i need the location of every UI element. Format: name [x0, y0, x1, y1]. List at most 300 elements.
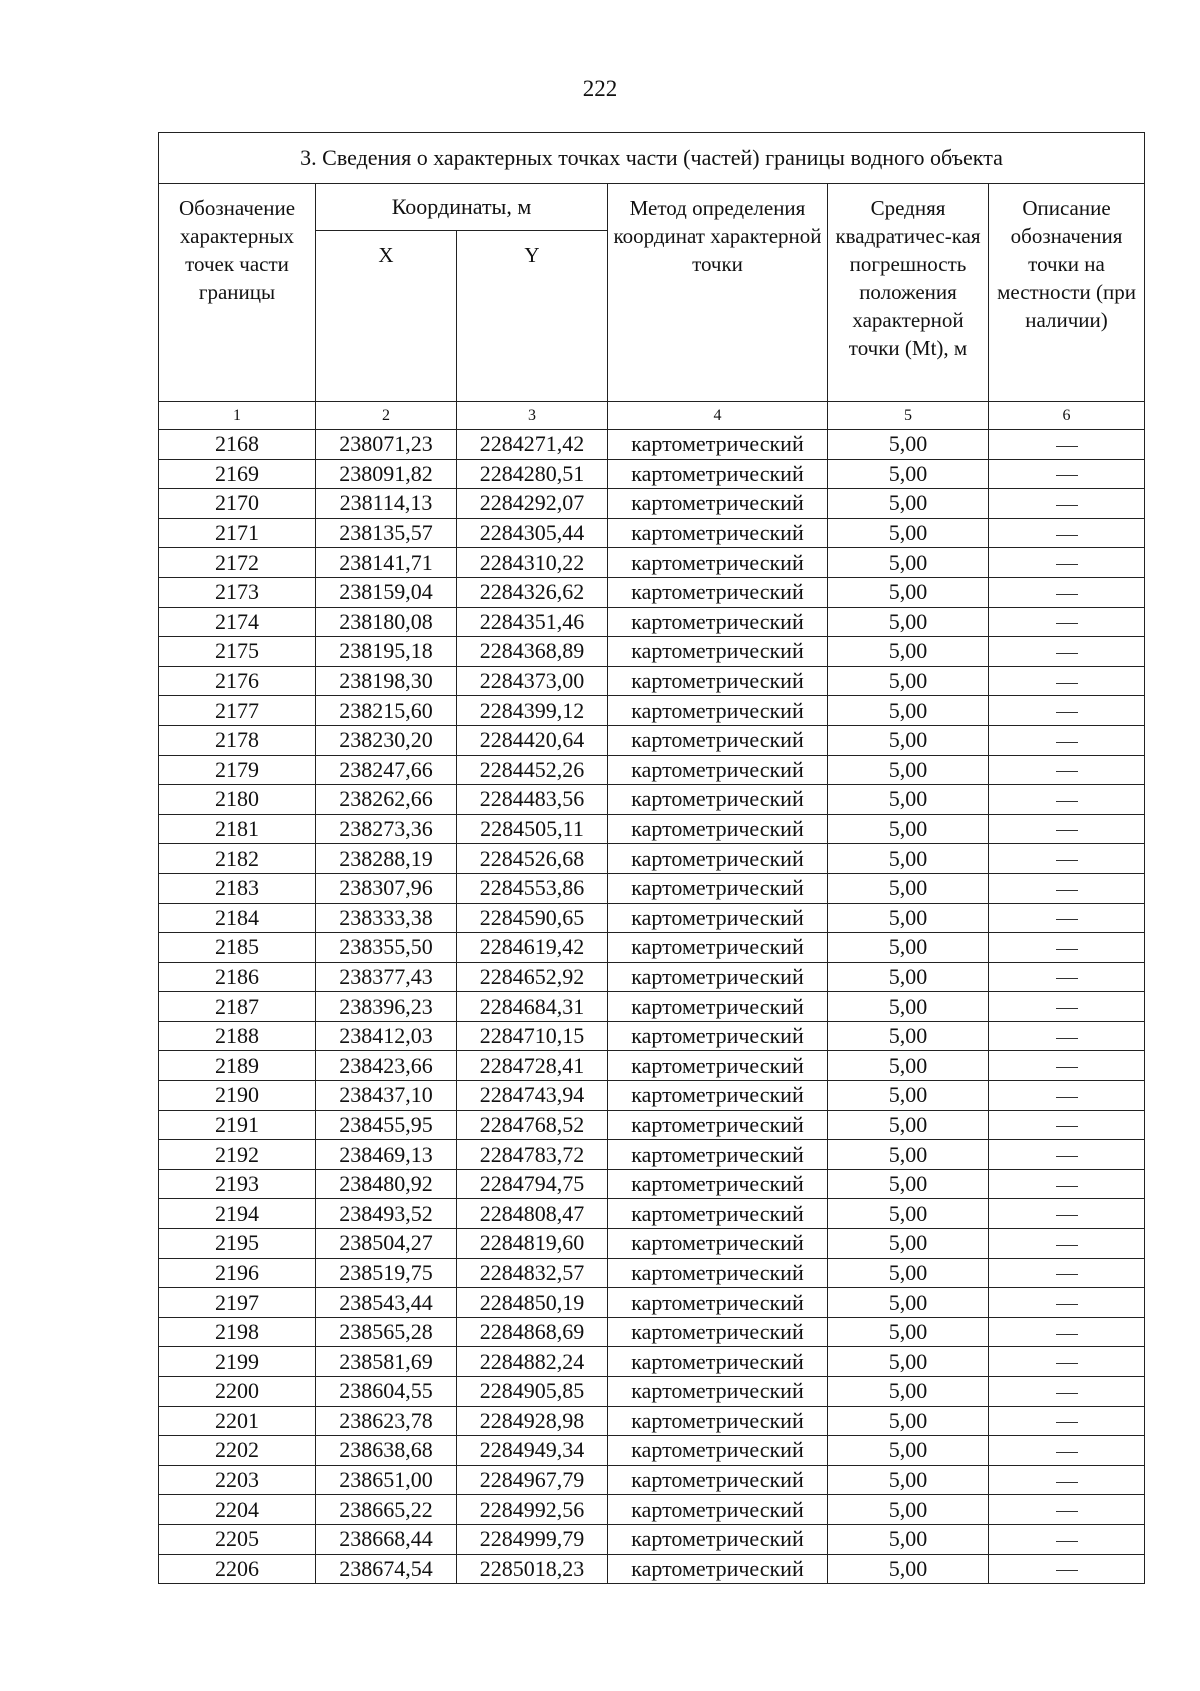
- method-cell: картометрический: [608, 903, 828, 933]
- description-cell: [989, 518, 1145, 548]
- description-cell: [989, 933, 1145, 963]
- description-cell: [989, 430, 1145, 460]
- method-cell: картометрический: [608, 666, 828, 696]
- method-cell: картометрический: [608, 637, 828, 667]
- point-id-cell: 2186: [159, 962, 316, 992]
- table-row: [159, 1110, 1145, 1140]
- method-cell: картометрический: [608, 430, 828, 460]
- point-id-cell: 2187: [159, 992, 316, 1022]
- y-coordinate-cell: 2284808,47: [457, 1199, 608, 1229]
- point-id-cell: 2177: [159, 696, 316, 726]
- description-cell: [989, 903, 1145, 933]
- point-id-cell: 2202: [159, 1436, 316, 1466]
- description-cell: [989, 1524, 1145, 1554]
- error-cell: 5,00: [828, 1140, 989, 1170]
- table-row: [159, 489, 1145, 519]
- table-row: [159, 1140, 1145, 1170]
- y-coordinate-cell: 2284967,79: [457, 1465, 608, 1495]
- x-coordinate-cell: 238307,96: [316, 873, 457, 903]
- header-coordinates: Координаты, м: [316, 184, 608, 231]
- x-coordinate-cell: 238230,20: [316, 725, 457, 755]
- error-cell: 5,00: [828, 577, 989, 607]
- dash-mark: [1056, 1334, 1078, 1335]
- point-id-cell: 2205: [159, 1524, 316, 1554]
- dash-mark: [1056, 771, 1078, 772]
- method-cell: картометрический: [608, 459, 828, 489]
- point-id-cell: 2188: [159, 1021, 316, 1051]
- table-row: [159, 1317, 1145, 1347]
- table-row: [159, 785, 1145, 815]
- table-row: [159, 755, 1145, 785]
- header-designation: Обозначение характерных точек части границы: [159, 184, 316, 402]
- x-coordinate-cell: 238159,04: [316, 577, 457, 607]
- table-row: [159, 873, 1145, 903]
- table-row: [159, 992, 1145, 1022]
- point-id-cell: 2173: [159, 577, 316, 607]
- error-cell: 5,00: [828, 637, 989, 667]
- y-coordinate-cell: 2284819,60: [457, 1229, 608, 1259]
- dash-mark: [1056, 1274, 1078, 1275]
- x-coordinate-cell: 238668,44: [316, 1524, 457, 1554]
- x-coordinate-cell: 238604,55: [316, 1377, 457, 1407]
- dash-mark: [1056, 1008, 1078, 1009]
- description-cell: [989, 1258, 1145, 1288]
- table-body: [159, 430, 1145, 1584]
- y-coordinate-cell: 2284590,65: [457, 903, 608, 933]
- x-coordinate-cell: 238623,78: [316, 1406, 457, 1436]
- description-cell: [989, 1436, 1145, 1466]
- method-cell: картометрический: [608, 1495, 828, 1525]
- y-coordinate-cell: 2284728,41: [457, 1051, 608, 1081]
- description-cell: [989, 1406, 1145, 1436]
- dash-mark: [1056, 919, 1078, 920]
- y-coordinate-cell: 2284305,44: [457, 518, 608, 548]
- table-row: [159, 814, 1145, 844]
- point-id-cell: 2174: [159, 607, 316, 637]
- description-cell: [989, 1317, 1145, 1347]
- error-cell: 5,00: [828, 518, 989, 548]
- point-id-cell: 2172: [159, 548, 316, 578]
- dash-mark: [1056, 1541, 1078, 1542]
- table-row: [159, 1465, 1145, 1495]
- point-id-cell: 2192: [159, 1140, 316, 1170]
- dash-mark: [1056, 1067, 1078, 1068]
- description-cell: [989, 1140, 1145, 1170]
- method-cell: картометрический: [608, 1288, 828, 1318]
- point-id-cell: 2206: [159, 1554, 316, 1584]
- point-id-cell: 2196: [159, 1258, 316, 1288]
- error-cell: 5,00: [828, 992, 989, 1022]
- dash-mark: [1056, 446, 1078, 447]
- x-coordinate-cell: 238071,23: [316, 430, 457, 460]
- error-cell: 5,00: [828, 1436, 989, 1466]
- dash-mark: [1056, 594, 1078, 595]
- error-cell: 5,00: [828, 666, 989, 696]
- method-cell: картометрический: [608, 696, 828, 726]
- x-coordinate-cell: 238412,03: [316, 1021, 457, 1051]
- error-cell: 5,00: [828, 1199, 989, 1229]
- x-coordinate-cell: 238493,52: [316, 1199, 457, 1229]
- dash-mark: [1056, 1245, 1078, 1246]
- error-cell: 5,00: [828, 1465, 989, 1495]
- point-id-cell: 2198: [159, 1317, 316, 1347]
- y-coordinate-cell: 2284684,31: [457, 992, 608, 1022]
- error-cell: 5,00: [828, 548, 989, 578]
- error-cell: 5,00: [828, 933, 989, 963]
- x-coordinate-cell: 238665,22: [316, 1495, 457, 1525]
- x-coordinate-cell: 238638,68: [316, 1436, 457, 1466]
- y-coordinate-cell: 2284868,69: [457, 1317, 608, 1347]
- x-coordinate-cell: 238504,27: [316, 1229, 457, 1259]
- dash-mark: [1056, 1422, 1078, 1423]
- dash-mark: [1056, 1186, 1078, 1187]
- point-id-cell: 2201: [159, 1406, 316, 1436]
- error-cell: 5,00: [828, 489, 989, 519]
- description-cell: [989, 577, 1145, 607]
- table-row: [159, 666, 1145, 696]
- method-cell: картометрический: [608, 1021, 828, 1051]
- dash-mark: [1056, 653, 1078, 654]
- point-id-cell: 2168: [159, 430, 316, 460]
- method-cell: картометрический: [608, 607, 828, 637]
- description-cell: [989, 1021, 1145, 1051]
- description-cell: [989, 489, 1145, 519]
- method-cell: картометрический: [608, 1199, 828, 1229]
- table-row: [159, 1406, 1145, 1436]
- error-cell: 5,00: [828, 962, 989, 992]
- error-cell: 5,00: [828, 873, 989, 903]
- description-cell: [989, 992, 1145, 1022]
- error-cell: 5,00: [828, 1406, 989, 1436]
- description-cell: [989, 1110, 1145, 1140]
- error-cell: 5,00: [828, 1495, 989, 1525]
- description-cell: [989, 548, 1145, 578]
- point-id-cell: 2183: [159, 873, 316, 903]
- point-id-cell: 2193: [159, 1169, 316, 1199]
- point-id-cell: 2170: [159, 489, 316, 519]
- table-row: [159, 933, 1145, 963]
- y-coordinate-cell: 2284505,11: [457, 814, 608, 844]
- error-cell: 5,00: [828, 755, 989, 785]
- point-id-cell: 2195: [159, 1229, 316, 1259]
- y-coordinate-cell: 2284949,34: [457, 1436, 608, 1466]
- method-cell: картометрический: [608, 1317, 828, 1347]
- method-cell: картометрический: [608, 725, 828, 755]
- method-cell: картометрический: [608, 844, 828, 874]
- description-cell: [989, 1465, 1145, 1495]
- y-coordinate-cell: 2284351,46: [457, 607, 608, 637]
- method-cell: картометрический: [608, 1347, 828, 1377]
- y-coordinate-cell: 2284999,79: [457, 1524, 608, 1554]
- x-coordinate-cell: 238519,75: [316, 1258, 457, 1288]
- x-coordinate-cell: 238423,66: [316, 1051, 457, 1081]
- boundary-points-table: [158, 132, 1145, 1584]
- table-row: [159, 1199, 1145, 1229]
- table-row: [159, 1347, 1145, 1377]
- x-coordinate-cell: 238262,66: [316, 785, 457, 815]
- point-id-cell: 2194: [159, 1199, 316, 1229]
- method-cell: картометрический: [608, 489, 828, 519]
- method-cell: картометрический: [608, 548, 828, 578]
- dash-mark: [1056, 683, 1078, 684]
- x-coordinate-cell: 238180,08: [316, 607, 457, 637]
- error-cell: 5,00: [828, 844, 989, 874]
- table-row: [159, 1377, 1145, 1407]
- error-cell: 5,00: [828, 459, 989, 489]
- description-cell: [989, 873, 1145, 903]
- method-cell: картометрический: [608, 785, 828, 815]
- y-coordinate-cell: 2284310,22: [457, 548, 608, 578]
- x-coordinate-cell: 238135,57: [316, 518, 457, 548]
- y-coordinate-cell: 2284280,51: [457, 459, 608, 489]
- y-coordinate-cell: 2284768,52: [457, 1110, 608, 1140]
- x-coordinate-cell: 238581,69: [316, 1347, 457, 1377]
- table-row: [159, 1495, 1145, 1525]
- description-cell: [989, 1495, 1145, 1525]
- header-description: Описание обозначения точки на местности (при наличии): [989, 184, 1145, 402]
- point-id-cell: 2178: [159, 725, 316, 755]
- x-coordinate-cell: 238396,23: [316, 992, 457, 1022]
- table-caption: 3. Сведения о характерных точках части (частей) границы водного объекта: [159, 133, 1145, 184]
- column-number: 2: [316, 402, 457, 430]
- dash-mark: [1056, 1393, 1078, 1394]
- description-cell: [989, 637, 1145, 667]
- x-coordinate-cell: 238674,54: [316, 1554, 457, 1584]
- method-cell: картометрический: [608, 577, 828, 607]
- description-cell: [989, 1169, 1145, 1199]
- error-cell: 5,00: [828, 1021, 989, 1051]
- column-number: 5: [828, 402, 989, 430]
- table-row: [159, 518, 1145, 548]
- point-id-cell: 2171: [159, 518, 316, 548]
- dash-mark: [1056, 890, 1078, 891]
- description-cell: [989, 696, 1145, 726]
- table-row: [159, 1021, 1145, 1051]
- y-coordinate-cell: 2284743,94: [457, 1081, 608, 1111]
- method-cell: картометрический: [608, 1258, 828, 1288]
- table-row: [159, 696, 1145, 726]
- table-row: [159, 577, 1145, 607]
- x-coordinate-cell: 238114,13: [316, 489, 457, 519]
- y-coordinate-cell: 2284905,85: [457, 1377, 608, 1407]
- description-cell: [989, 844, 1145, 874]
- table-row: [159, 637, 1145, 667]
- method-cell: картометрический: [608, 1051, 828, 1081]
- dash-mark: [1056, 1097, 1078, 1098]
- description-cell: [989, 1347, 1145, 1377]
- dash-mark: [1056, 978, 1078, 979]
- dash-mark: [1056, 860, 1078, 861]
- method-cell: картометрический: [608, 518, 828, 548]
- point-id-cell: 2181: [159, 814, 316, 844]
- method-cell: картометрический: [608, 962, 828, 992]
- point-id-cell: 2176: [159, 666, 316, 696]
- x-coordinate-cell: 238288,19: [316, 844, 457, 874]
- method-cell: картометрический: [608, 814, 828, 844]
- description-cell: [989, 1229, 1145, 1259]
- method-cell: картометрический: [608, 1229, 828, 1259]
- x-coordinate-cell: 238437,10: [316, 1081, 457, 1111]
- table-row: [159, 430, 1145, 460]
- y-coordinate-cell: 2284783,72: [457, 1140, 608, 1170]
- description-cell: [989, 725, 1145, 755]
- dash-mark: [1056, 1570, 1078, 1571]
- error-cell: 5,00: [828, 785, 989, 815]
- dash-mark: [1056, 623, 1078, 624]
- method-cell: картометрический: [608, 1081, 828, 1111]
- method-cell: картометрический: [608, 1406, 828, 1436]
- dash-mark: [1056, 742, 1078, 743]
- method-cell: картометрический: [608, 992, 828, 1022]
- dash-mark: [1056, 1038, 1078, 1039]
- description-cell: [989, 1377, 1145, 1407]
- description-cell: [989, 1051, 1145, 1081]
- method-cell: картометрический: [608, 1524, 828, 1554]
- point-id-cell: 2199: [159, 1347, 316, 1377]
- y-coordinate-cell: 2284326,62: [457, 577, 608, 607]
- header-method: Метод определения координат характерной точки: [608, 184, 828, 402]
- method-cell: картометрический: [608, 933, 828, 963]
- y-coordinate-cell: 2284526,68: [457, 844, 608, 874]
- dash-mark: [1056, 564, 1078, 565]
- error-cell: 5,00: [828, 1554, 989, 1584]
- x-coordinate-cell: 238141,71: [316, 548, 457, 578]
- point-id-cell: 2189: [159, 1051, 316, 1081]
- table-row: [159, 1436, 1145, 1466]
- y-coordinate-cell: 2284483,56: [457, 785, 608, 815]
- method-cell: картометрический: [608, 755, 828, 785]
- x-coordinate-cell: 238651,00: [316, 1465, 457, 1495]
- table-row: [159, 903, 1145, 933]
- table-row: [159, 1524, 1145, 1554]
- dash-mark: [1056, 801, 1078, 802]
- description-cell: [989, 814, 1145, 844]
- table-row: [159, 459, 1145, 489]
- y-coordinate-cell: 2284928,98: [457, 1406, 608, 1436]
- x-coordinate-cell: 238565,28: [316, 1317, 457, 1347]
- dash-mark: [1056, 1452, 1078, 1453]
- dash-mark: [1056, 505, 1078, 506]
- dash-mark: [1056, 1156, 1078, 1157]
- description-cell: [989, 607, 1145, 637]
- y-coordinate-cell: 2284652,92: [457, 962, 608, 992]
- y-coordinate-cell: 2284710,15: [457, 1021, 608, 1051]
- table-row: [159, 1051, 1145, 1081]
- dash-mark: [1056, 1215, 1078, 1216]
- description-cell: [989, 1199, 1145, 1229]
- method-cell: картометрический: [608, 1465, 828, 1495]
- point-id-cell: 2197: [159, 1288, 316, 1318]
- method-cell: картометрический: [608, 1140, 828, 1170]
- page-number: 222: [582, 76, 618, 101]
- method-cell: картометрический: [608, 1169, 828, 1199]
- point-id-cell: 2175: [159, 637, 316, 667]
- method-cell: картометрический: [608, 1377, 828, 1407]
- y-coordinate-cell: 2284794,75: [457, 1169, 608, 1199]
- column-number: 1: [159, 402, 316, 430]
- y-coordinate-cell: 2285018,23: [457, 1554, 608, 1584]
- dash-mark: [1056, 830, 1078, 831]
- dash-mark: [1056, 712, 1078, 713]
- table-row: [159, 607, 1145, 637]
- y-coordinate-cell: 2284850,19: [457, 1288, 608, 1318]
- table-row: [159, 1258, 1145, 1288]
- y-coordinate-cell: 2284420,64: [457, 725, 608, 755]
- dash-mark: [1056, 1126, 1078, 1127]
- error-cell: 5,00: [828, 1377, 989, 1407]
- y-coordinate-cell: 2284368,89: [457, 637, 608, 667]
- header-y: Y: [457, 231, 608, 402]
- table-row: [159, 1229, 1145, 1259]
- method-cell: картометрический: [608, 1554, 828, 1584]
- table-row: [159, 1288, 1145, 1318]
- y-coordinate-cell: 2284553,86: [457, 873, 608, 903]
- column-number: 4: [608, 402, 828, 430]
- x-coordinate-cell: 238480,92: [316, 1169, 457, 1199]
- dash-mark: [1056, 1482, 1078, 1483]
- point-id-cell: 2185: [159, 933, 316, 963]
- point-id-cell: 2204: [159, 1495, 316, 1525]
- point-id-cell: 2182: [159, 844, 316, 874]
- y-coordinate-cell: 2284832,57: [457, 1258, 608, 1288]
- error-cell: 5,00: [828, 1258, 989, 1288]
- method-cell: картометрический: [608, 1436, 828, 1466]
- error-cell: 5,00: [828, 430, 989, 460]
- error-cell: 5,00: [828, 1524, 989, 1554]
- error-cell: 5,00: [828, 696, 989, 726]
- x-coordinate-cell: 238215,60: [316, 696, 457, 726]
- error-cell: 5,00: [828, 607, 989, 637]
- y-coordinate-cell: 2284882,24: [457, 1347, 608, 1377]
- x-coordinate-cell: 238247,66: [316, 755, 457, 785]
- description-cell: [989, 666, 1145, 696]
- description-cell: [989, 962, 1145, 992]
- table-row: [159, 1169, 1145, 1199]
- y-coordinate-cell: 2284292,07: [457, 489, 608, 519]
- dash-mark: [1056, 535, 1078, 536]
- dash-mark: [1056, 949, 1078, 950]
- x-coordinate-cell: 238469,13: [316, 1140, 457, 1170]
- dash-mark: [1056, 1511, 1078, 1512]
- x-coordinate-cell: 238333,38: [316, 903, 457, 933]
- description-cell: [989, 459, 1145, 489]
- error-cell: 5,00: [828, 1317, 989, 1347]
- table-row: [159, 548, 1145, 578]
- point-id-cell: 2203: [159, 1465, 316, 1495]
- x-coordinate-cell: 238273,36: [316, 814, 457, 844]
- error-cell: 5,00: [828, 1347, 989, 1377]
- dash-mark: [1056, 1363, 1078, 1364]
- error-cell: 5,00: [828, 903, 989, 933]
- error-cell: 5,00: [828, 1229, 989, 1259]
- error-cell: 5,00: [828, 1110, 989, 1140]
- method-cell: картометрический: [608, 873, 828, 903]
- x-coordinate-cell: 238198,30: [316, 666, 457, 696]
- point-id-cell: 2200: [159, 1377, 316, 1407]
- y-coordinate-cell: 2284399,12: [457, 696, 608, 726]
- table-row: [159, 844, 1145, 874]
- description-cell: [989, 785, 1145, 815]
- x-coordinate-cell: 238195,18: [316, 637, 457, 667]
- error-cell: 5,00: [828, 814, 989, 844]
- error-cell: 5,00: [828, 1288, 989, 1318]
- x-coordinate-cell: 238377,43: [316, 962, 457, 992]
- point-id-cell: 2169: [159, 459, 316, 489]
- x-coordinate-cell: 238091,82: [316, 459, 457, 489]
- point-id-cell: 2179: [159, 755, 316, 785]
- description-cell: [989, 1554, 1145, 1584]
- header-error: Средняя квадратичес-кая погрешность положения характерной точки (Mt), м: [828, 184, 989, 402]
